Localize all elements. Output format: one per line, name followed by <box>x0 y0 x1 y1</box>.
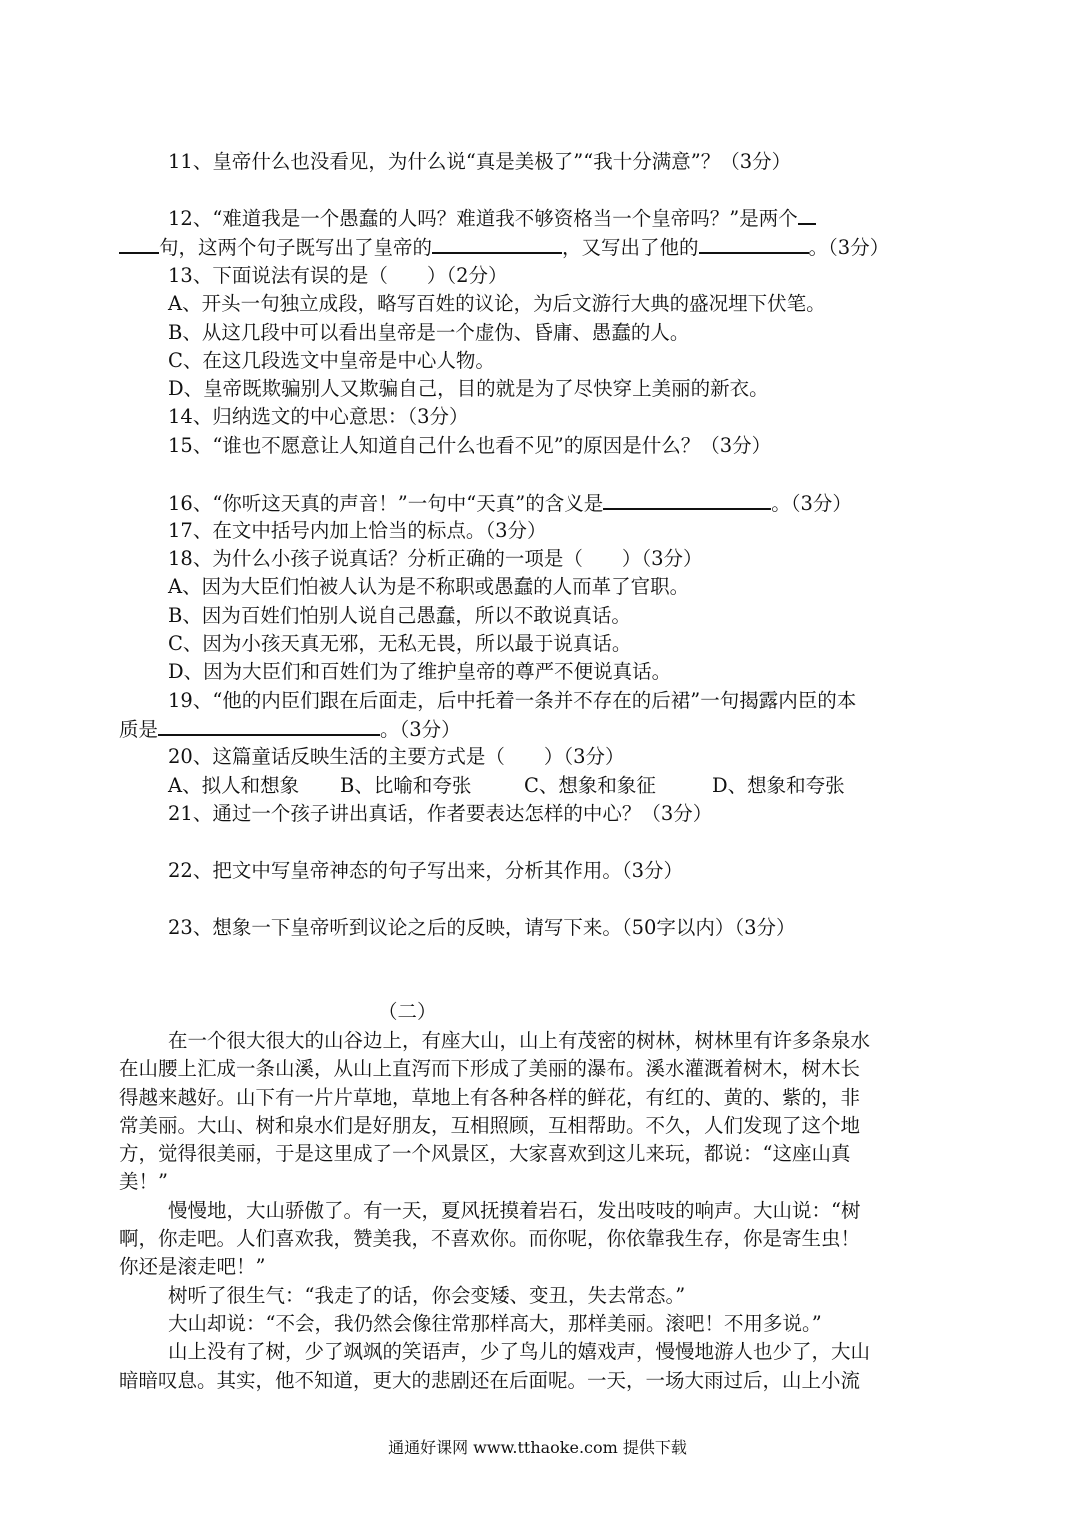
section-2-title: （二） <box>378 1000 437 1023</box>
question-12-text: ，又写出了他的 <box>562 236 699 259</box>
question-12-line2 <box>119 232 889 263</box>
answer-blank <box>158 714 380 736</box>
question-18: 18、为什么小孩子说真话？分析正确的一项是（ ）（3分） <box>168 547 703 570</box>
question-12-text: 句，这两个句子既写出了皇帝的 <box>159 236 433 259</box>
question-18-option-d: D、因为大臣们和百姓们为了维护皇帝的尊严不便说真话。 <box>168 660 672 683</box>
question-20-option: A、拟人和想象 <box>168 774 300 797</box>
question-20-option: C、想象和象征 <box>524 774 656 797</box>
answer-blank <box>798 203 816 225</box>
question-16-text: 。（3分） <box>771 492 852 515</box>
answer-blank <box>603 488 771 510</box>
passage-line: 树听了很生气：“我走了的话，你会变矮、变丑，失去常态。” <box>168 1284 686 1307</box>
question-13-option-d: D、皇帝既欺骗别人又欺骗自己，目的就是为了尽快穿上美丽的新衣。 <box>168 377 769 400</box>
question-20-option: B、比喻和夸张 <box>340 774 472 797</box>
question-13-option-a: A、开头一句独立成段，略写百姓的议论，为后文游行大典的盛况埋下伏笔。 <box>168 292 826 315</box>
question-20-option: D、想象和夸张 <box>712 774 845 797</box>
question-20: 20、这篇童话反映生活的主要方式是（ ）（3分） <box>168 745 625 768</box>
question-19-line1: 19、“他的内臣们跟在后面走，后中托着一条并不存在的后裙”一句揭露内臣的本 <box>168 689 857 712</box>
question-18-option-c: C、因为小孩天真无邪，无私无畏，所以最于说真话。 <box>168 632 632 655</box>
passage-line: 山上没有了树，少了飒飒的笑语声，少了鸟儿的嬉戏声，慢慢地游人也少了，大山 <box>168 1340 871 1363</box>
question-21: 21、通过一个孩子讲出真话，作者要表达怎样的中心？（3分） <box>168 802 713 825</box>
page-footer: 通通好课网 www.tthaoke.com 提供下载 <box>388 1438 687 1457</box>
passage-line: 美！” <box>119 1170 168 1193</box>
passage-line: 你还是滚走吧！” <box>119 1255 266 1278</box>
question-12-line1 <box>168 203 816 234</box>
passage-line: 啊，你走吧。人们喜欢我，赞美我，不喜欢你。而你呢，你依靠我生存，你是寄生虫！ <box>119 1227 861 1250</box>
answer-blank <box>699 232 809 254</box>
question-20-options <box>168 771 845 801</box>
passage-line: 方，觉得很美丽，于是这里成了一个风景区，大家喜欢到这儿来玩，都说：“这座山真 <box>119 1142 851 1165</box>
question-12-text: 12、“难道我是一个愚蠢的人吗？难道我不够资格当一个皇帝吗？”是两个 <box>168 207 798 230</box>
question-13-option-b: B、从这几段中可以看出皇帝是一个虚伪、昏庸、愚蠢的人。 <box>168 321 690 344</box>
passage-line: 在一个很大很大的山谷边上，有座大山，山上有茂密的树林，树林里有许多条泉水 <box>168 1029 871 1052</box>
passage-line: 慢慢地，大山骄傲了。有一天，夏风抚摸着岩石，发出吱吱的响声。大山说：“树 <box>168 1199 861 1222</box>
question-18-option-a: A、因为大臣们怕被人认为是不称职或愚蠢的人而革了官职。 <box>168 575 690 598</box>
question-23: 23、想象一下皇帝听到议论之后的反映，请写下来。（50字以内）（3分） <box>168 916 796 939</box>
question-14: 14、归纳选文的中心意思：（3分） <box>168 405 469 428</box>
question-15: 15、“谁也不愿意让人知道自己什么也看不见”的原因是什么？（3分） <box>168 434 772 457</box>
question-16 <box>168 488 852 519</box>
question-22: 22、把文中写皇帝神态的句子写出来，分析其作用。（3分） <box>168 859 683 882</box>
question-19-text: 。（3分） <box>380 718 461 741</box>
question-18-option-b: B、因为百姓们怕别人说自己愚蠢，所以不敢说真话。 <box>168 604 631 627</box>
question-17: 17、在文中括号内加上恰当的标点。（3分） <box>168 519 547 542</box>
answer-blank <box>119 232 159 254</box>
question-11: 11、皇帝什么也没看见，为什么说“真是美极了”“我十分满意”？（3分） <box>168 150 792 173</box>
question-13: 13、下面说法有误的是（ ）（2分） <box>168 264 508 287</box>
passage-line: 常美丽。大山、树和泉水们是好朋友，互相照顾，互相帮助。不久，人们发现了这个地 <box>119 1114 861 1137</box>
question-12-text: 。（3分） <box>808 236 890 259</box>
question-19-line2 <box>119 714 461 745</box>
question-19-text: 质是 <box>119 718 159 741</box>
passage-line: 大山却说：“不会，我仍然会像往常那样高大，那样美丽。滚吧！不用多说。” <box>168 1312 822 1335</box>
question-16-text: 16、“你听这天真的声音！”一句中“天真”的含义是 <box>168 492 604 515</box>
answer-blank <box>432 232 562 254</box>
passage-line: 在山腰上汇成一条山溪，从山上直泻而下形成了美丽的瀑布。溪水灌溉着树木，树木长 <box>119 1057 861 1080</box>
passage-line: 暗暗叹息。其实，他不知道，更大的悲剧还在后面呢。一天，一场大雨过后，山上小流 <box>119 1369 861 1392</box>
passage-line: 得越来越好。山下有一片片草地，草地上有各种各样的鲜花，有红的、黄的、紫的，非 <box>119 1086 861 1109</box>
question-13-option-c: C、在这几段选文中皇帝是中心人物。 <box>168 349 495 372</box>
